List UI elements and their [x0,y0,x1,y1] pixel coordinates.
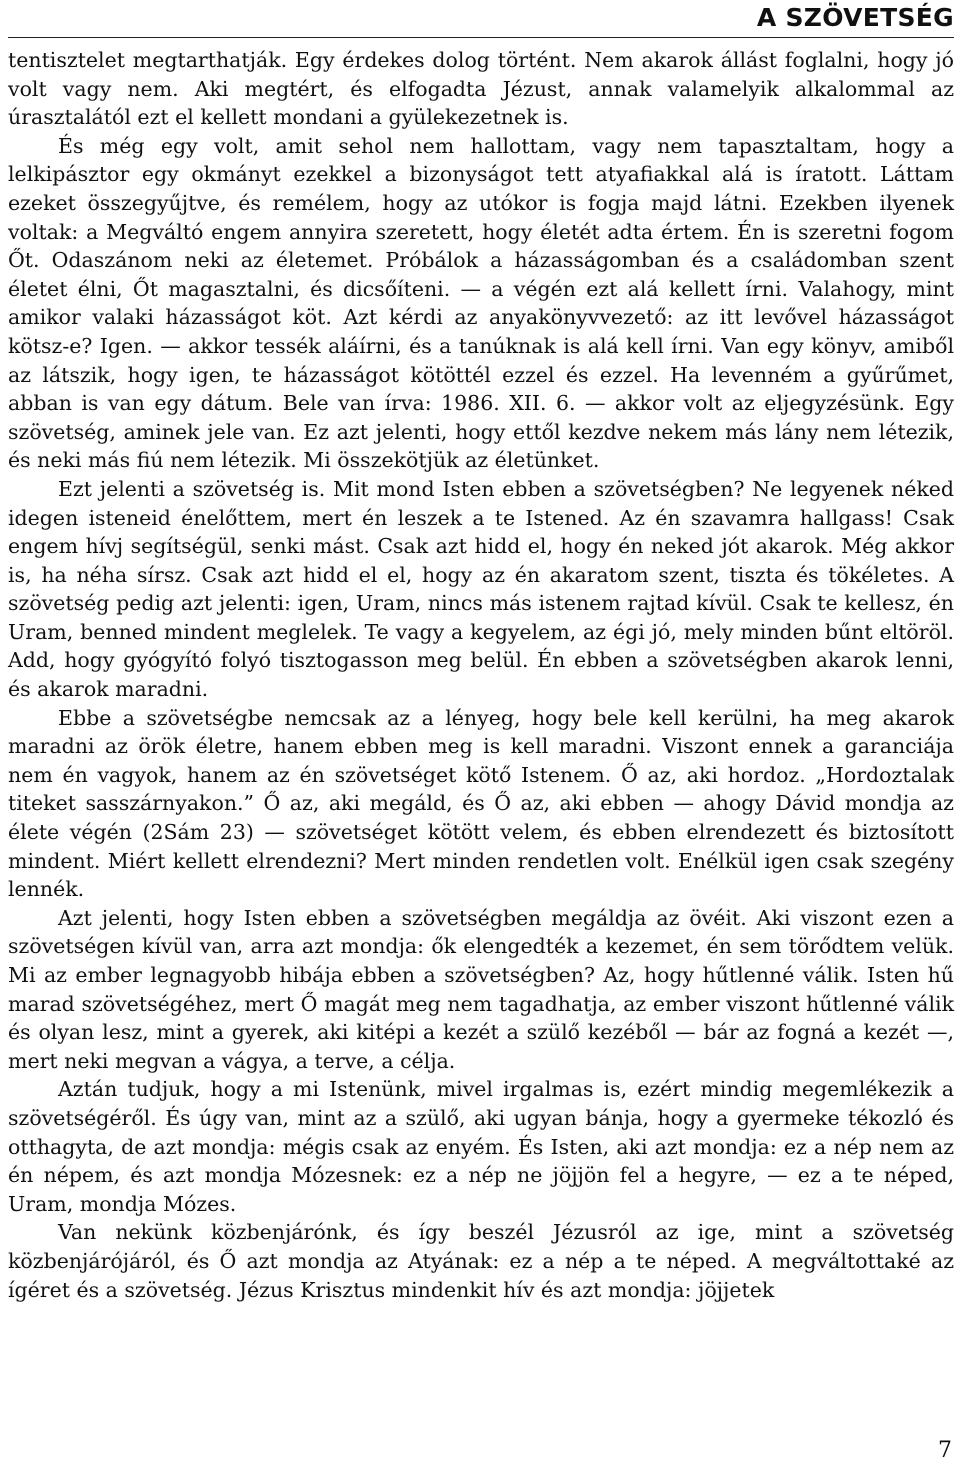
page-number: 7 [938,1438,952,1463]
paragraph-2: És még egy volt, amit sehol nem hallottam, vagy nem tapasztaltam, hogy a lelkipásztor egy okmányt ezekkel a bizonyságot tett atyafiakkal alá is íratott. Láttam ezeket összegyűjtve, és remélem, hogy az utókor is fogja majd látni. Ezekben ilyenek voltak: a Megváltó engem annyira szeretett, hogy életét adta értem. Én is szeretni fogom Őt. Odaszánom neki az életemet. Próbálok a házasságomban és a családomban szent életet élni, Őt magasztalni, és dicsőíteni. — a végén ezt alá kellett írni. Valahogy, mint amikor valaki házasságot köt. Azt kérdi az anyakönyvvezető: az itt levővel házasságot kötsz-e? Igen. — akkor tessék aláírni, és a tanúknak is alá kell írni. Van egy könyv, amiből az látszik, hogy igen, te házasságot kötöttél ezzel és ezzel. Ha levenném a gyűrűmet, abban is van egy dátum. Bele van írva: 1986. XII. 6. — akkor volt az eljegyzésünk. Egy szövetség, aminek jele van. Ez azt jelenti, hogy ettől kezdve nekem más lány nem létezik, és neki más fiú nem létezik. Mi összekötjük az életünket. [8,133,954,473]
paragraph-3: Ezt jelenti a szövetség is. Mit mond Isten ebben a szövetségben? Ne legyenek néked idegen isteneid énelőttem, mert én leszek a te Istened. Az én szavamra hallgass! Csak engem hívj segítségül, senki mást. Csak azt hidd el, hogy én neked jót akarok. Még akkor is, ha néha sírsz. Csak azt hidd el el, hogy az én akaratom szent, tiszta és tökéletes. A szövetség pedig azt jelenti: igen, Uram, nincs más istenem rajtad kívül. Csak te kellesz, én Uram, benned mindent meglelek. Te vagy a kegyelem, az égi jó, mely minden bűnt eltöröl. Add, hogy gyógyító folyó tisztogasson meg belül. Én ebben a szövetségben akarok lenni, és akarok maradni. [8,476,954,702]
body-text [8,46,954,1304]
running-title: A SZÖVETSÉG [756,3,954,32]
page-header [8,0,954,38]
paragraph-1: tentisztelet megtarthatják. Egy érdekes dolog történt. Nem akarok állást foglalni, hogy jó volt vagy nem. Aki megtért, és elfogadta Jézust, annak valamelyik alkalommal az úrasztalától ezt el kellett mondani a gyülekezetnek is. [8,48,954,130]
paragraph-4: Ebbe a szövetségbe nemcsak az a lényeg, hogy bele kell kerülni, ha meg akarok maradni az örök életre, hanem ebben meg is kell maradni. Viszont ennek a garanciája nem én vagyok, hanem az én szövetséget kötő Istenem. Ő az, aki hordoz. „Hordoztalak titeket sasszárnyakon.” Ő az, aki megáld, és Ő az, aki ebben — ahogy Dávid mondja az élete végén (2Sám 23) — szövetséget kötött velem, és ebben elrendezett és biztosított mindent. Miért kellett elrendezni? Mert minden rendetlen volt. Enélkül igen csak szegény lennék. [8,705,954,902]
paragraph-7: Van nekünk közbenjárónk, és így beszél Jézusról az ige, mint a szövetség közbenjárójáról, és Ő azt mondja az Atyának: ez a nép a te néped. A megváltottaké az ígéret és a szövetség. Jézus Krisztus mindenkit hív és azt mondja: jöjjetek [8,1220,954,1302]
paragraph-6: Aztán tudjuk, hogy a mi Istenünk, mivel irgalmas is, ezért mindig megemlékezik a szövetségéről. És úgy van, mint az a szülő, aki ugyan bánja, hogy a gyermeke tékozló és otthagyta, de azt mondja: mégis csak az enyém. És Isten, aki azt mondja: ez a nép nem az én népem, és azt mondja Mózesnek: ez a nép ne jöjjön fel a hegyre, — ez a te néped, Uram, mondja Mózes. [8,1077,954,1216]
paragraph-5: Azt jelenti, hogy Isten ebben a szövetségben megáldja az övéit. Aki viszont ezen a szövetségen kívül van, arra azt mondja: ők elengedték a kezemet, én sem törődtem velük. Mi az ember legnagyobb hibája ebben a szövetségben? Az, hogy hűtlenné válik. Isten hű marad szövetségéhez, mert Ő magát meg nem tagadhatja, az ember viszont hűtlenné válik és olyan lesz, mint a gyerek, aki kitépi a kezét a szülő kezéből — bár az fogná a kezét —, mert neki megvan a vágya, a terve, a célja. [8,905,954,1073]
